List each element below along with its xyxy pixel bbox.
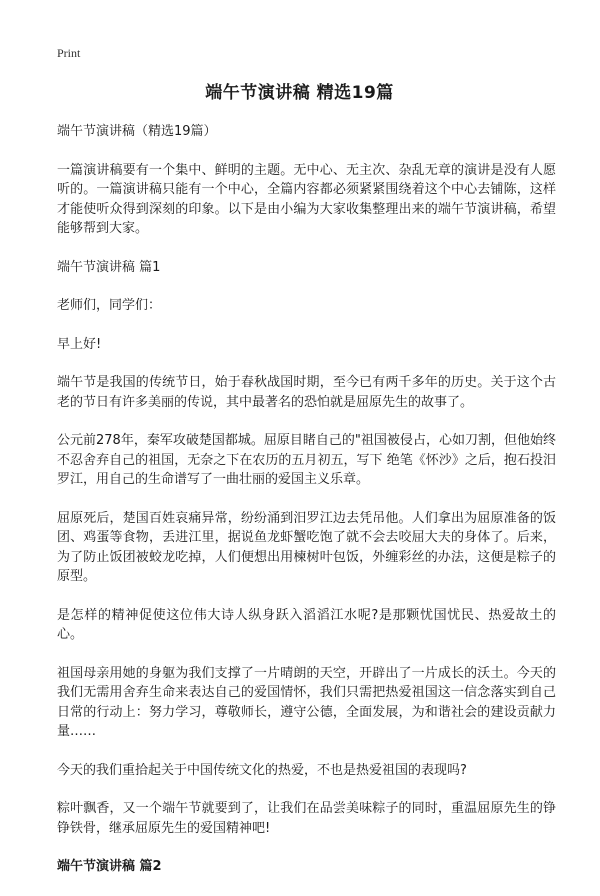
paragraph-2: 公元前278年，秦军攻破楚国都城。屈原目睹自己的"祖国被侵占，心如刀割，但他始终不忍舍弃自己的祖国，无奈之下在农历的五月初五，写下 绝笔《怀沙》之后，抱石投汨罗江，用自己的生命谱写了一曲壮丽的爱国主义乐章。 (57, 433, 556, 487)
intro-paragraph: 一篇演讲稿要有一个集中、鲜明的主题。无中心、无主次、杂乱无章的演讲是没有人愿听的。一篇演讲稿只能有一个中心，全篇内容都必须紧紧围绕着这个中心去铺陈，这样才能使听众得到深刻的印象。以下是由小编为大家收集整理出来的端午节演讲稿，希望能够帮到大家。 (57, 162, 556, 236)
paragraph-7: 粽叶飘香，又一个端午节就要到了，让我们在品尝美味粽子的同时，重温屈原先生的铮铮铁骨，继承屈原先生的爱国精神吧! (57, 801, 556, 836)
paragraph-4: 是怎样的精神促使这位伟大诗人纵身跃入滔滔江水呢?是那颗忧国忧民、热爱故土的心。 (57, 607, 556, 642)
section-1-heading: 端午节演讲稿 篇1 (57, 259, 161, 275)
document-title: 端午节演讲稿 精选19篇 (205, 83, 394, 103)
paragraph-1: 端午节是我国的传统节日，始于春秋战国时期，至今已有两千多年的历史。关于这个古老的节日有许多美丽的传说，其中最著名的恐怕就是屈原先生的故事了。 (57, 375, 556, 410)
greeting-line: 老师们，同学们： (57, 298, 162, 313)
document-body (57, 122, 556, 896)
paragraph-6: 今天的我们重拾起关于中国传统文化的热爱，不也是热爱祖国的表现吗? (57, 762, 467, 778)
paragraph-3: 屈原死后，楚国百姓哀痛异常，纷纷涌到汨罗江边去凭吊他。人们拿出为屈原准备的饭团、鸡蛋等食物，丢进江里，据说鱼龙虾蟹吃饱了就不会去咬屈大夫的身体了。后来，为了防止饭团被蛟龙吃掉，人们便想出用楝树叶包饭，外缠彩丝的办法，这便是粽子的原型。 (57, 510, 556, 584)
section-2-heading: 端午节演讲稿 篇2 (57, 859, 162, 874)
morning-line: 早上好! (57, 336, 102, 352)
print-label: Print (57, 46, 81, 60)
document-subtitle: 端午节演讲稿（精选19篇） (57, 124, 217, 139)
paragraph-5: 祖国母亲用她的身躯为我们支撑了一片晴朗的天空，开辟出了一片成长的沃土。今天的我们无需用舍弃生命来表达自己的爱国情怀，我们只需把热爱祖国这一信念落实到自己日常的行动上：努力学习，尊敬师长，遵守公德，全面发展，为和谐社会的建设贡献力量…… (57, 665, 556, 739)
